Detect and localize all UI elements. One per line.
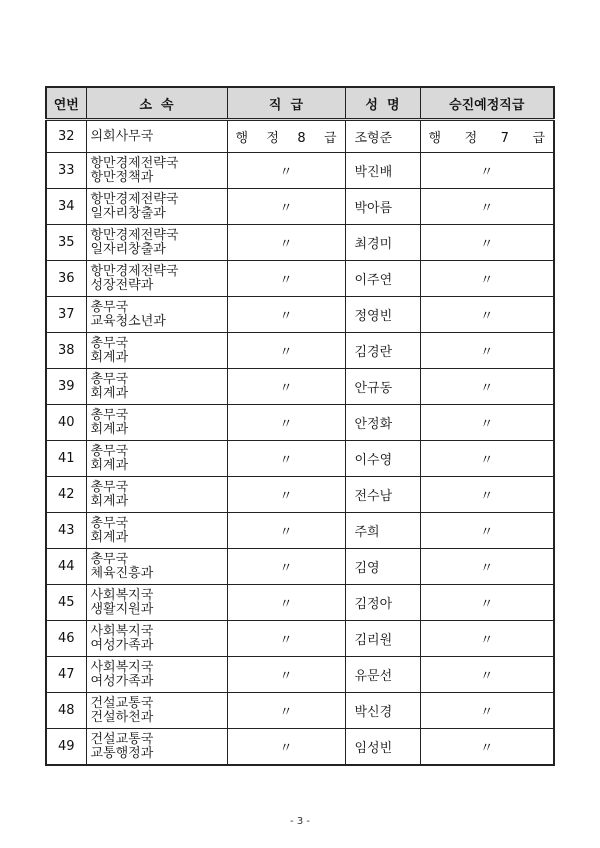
person-name: 전수남: [345, 477, 420, 513]
table-row: [46, 120, 554, 153]
row-number: 44: [46, 549, 86, 585]
current-grade: 〃: [227, 189, 345, 225]
department-bureau: 총무국: [90, 407, 129, 423]
promotion-grade: 행 정 7 급: [420, 120, 554, 153]
current-grade: 〃: [227, 297, 345, 333]
department-bureau: 사회복지국: [90, 587, 154, 603]
promotion-grade: 〃: [420, 441, 554, 477]
department-bureau: 항만경제전략국: [90, 155, 179, 171]
current-grade: 〃: [227, 513, 345, 549]
promotion-grade: 〃: [420, 261, 554, 297]
table-row: [46, 693, 554, 729]
header-promo-grade: 승진예정직급: [420, 87, 554, 120]
current-grade: 〃: [227, 225, 345, 261]
person-name: 이수영: [345, 441, 420, 477]
row-number: 47: [46, 657, 86, 693]
department-division: 교통행정과: [90, 745, 154, 761]
promotion-grade: 〃: [420, 333, 554, 369]
current-grade: 〃: [227, 657, 345, 693]
header-no: 연번: [46, 87, 86, 120]
department-bureau: 건설교통국: [90, 731, 154, 747]
promotion-grade: 〃: [420, 369, 554, 405]
person-name: 임성빈: [345, 729, 420, 766]
header-row: [46, 87, 554, 120]
row-number: 38: [46, 333, 86, 369]
person-name: 김경란: [345, 333, 420, 369]
current-grade: 〃: [227, 441, 345, 477]
department-cell: [86, 297, 227, 333]
department-cell: [86, 693, 227, 729]
department-division: 일자리창출과: [90, 241, 166, 257]
current-grade: 〃: [227, 369, 345, 405]
department-division: 성장전략과: [90, 277, 154, 293]
table-row: [46, 513, 554, 549]
department-cell: [86, 261, 227, 297]
promotion-grade: 〃: [420, 657, 554, 693]
department-division: 회계과: [90, 529, 129, 545]
person-name: 조형준: [345, 120, 420, 153]
row-number: 34: [46, 189, 86, 225]
department-cell: [86, 585, 227, 621]
row-number: 42: [46, 477, 86, 513]
row-number: 43: [46, 513, 86, 549]
department-bureau: 항만경제전략국: [90, 191, 179, 207]
department-division: 건설하천과: [90, 709, 154, 725]
person-name: 김영: [345, 549, 420, 585]
current-grade: 〃: [227, 693, 345, 729]
department-cell: [86, 513, 227, 549]
department-cell: [86, 189, 227, 225]
promotion-grade: 〃: [420, 189, 554, 225]
table-row: [46, 297, 554, 333]
department-division: 일자리창출과: [90, 205, 166, 221]
table-row: [46, 621, 554, 657]
promotion-grade: 〃: [420, 549, 554, 585]
department-bureau: 건설교통국: [90, 695, 154, 711]
department-bureau: 총무국: [90, 551, 129, 567]
department-division: 교육청소년과: [90, 313, 166, 329]
current-grade: 〃: [227, 153, 345, 189]
table-row: [46, 477, 554, 513]
department-bureau: 사회복지국: [90, 659, 154, 675]
current-grade: 〃: [227, 333, 345, 369]
table-row: [46, 369, 554, 405]
department-bureau: 총무국: [90, 479, 129, 495]
person-name: 유문선: [345, 657, 420, 693]
department-division: 회계과: [90, 457, 129, 473]
table-row: [46, 189, 554, 225]
row-number: 36: [46, 261, 86, 297]
current-grade: 〃: [227, 729, 345, 766]
table-row: [46, 657, 554, 693]
row-number: 35: [46, 225, 86, 261]
department-cell: [86, 657, 227, 693]
current-grade: 〃: [227, 549, 345, 585]
table-row: [46, 585, 554, 621]
department-bureau: 의회사무국: [90, 128, 154, 144]
row-number: 49: [46, 729, 86, 766]
row-number: 39: [46, 369, 86, 405]
department-division: 회계과: [90, 421, 129, 437]
person-name: 김리원: [345, 621, 420, 657]
promotion-grade: 〃: [420, 405, 554, 441]
row-number: 45: [46, 585, 86, 621]
current-grade: 〃: [227, 261, 345, 297]
person-name: 박아름: [345, 189, 420, 225]
department-division: 체육진흥과: [90, 565, 154, 581]
row-number: 32: [46, 120, 86, 153]
department-bureau: 총무국: [90, 443, 129, 459]
department-cell: [86, 225, 227, 261]
promotion-grade: 〃: [420, 477, 554, 513]
department-cell: [86, 153, 227, 189]
department-cell: [86, 477, 227, 513]
row-number: 33: [46, 153, 86, 189]
department-division: 여성가족과: [90, 673, 154, 689]
department-bureau: 총무국: [90, 515, 129, 531]
department-cell: [86, 621, 227, 657]
header-name: 성 명: [345, 87, 420, 120]
department-division: 여성가족과: [90, 637, 154, 653]
table-row: [46, 225, 554, 261]
row-number: 41: [46, 441, 86, 477]
department-bureau: 총무국: [90, 335, 129, 351]
promotion-roster-table: [45, 86, 555, 766]
row-number: 40: [46, 405, 86, 441]
person-name: 안규동: [345, 369, 420, 405]
table-row: [46, 549, 554, 585]
department-bureau: 항만경제전략국: [90, 263, 179, 279]
current-grade: 〃: [227, 405, 345, 441]
promotion-grade: 〃: [420, 513, 554, 549]
department-cell: [86, 549, 227, 585]
person-name: 이주연: [345, 261, 420, 297]
department-division: 회계과: [90, 349, 129, 365]
department-bureau: 총무국: [90, 371, 129, 387]
department-bureau: 항만경제전략국: [90, 227, 179, 243]
promotion-grade: 〃: [420, 729, 554, 766]
table-row: [46, 729, 554, 766]
department-cell: [86, 441, 227, 477]
promotion-grade: 〃: [420, 153, 554, 189]
row-number: 48: [46, 693, 86, 729]
table-row: [46, 153, 554, 189]
table-row: [46, 261, 554, 297]
promotion-grade: 〃: [420, 693, 554, 729]
department-cell: [86, 369, 227, 405]
person-name: 최경미: [345, 225, 420, 261]
promotion-grade: 〃: [420, 297, 554, 333]
header-dept: 소 속: [86, 87, 227, 120]
current-grade: 〃: [227, 477, 345, 513]
person-name: 정영빈: [345, 297, 420, 333]
department-cell: [86, 120, 227, 153]
current-grade: 〃: [227, 621, 345, 657]
department-division: 회계과: [90, 493, 129, 509]
header-grade: 직 급: [227, 87, 345, 120]
row-number: 37: [46, 297, 86, 333]
promotion-grade: 〃: [420, 585, 554, 621]
person-name: 안정화: [345, 405, 420, 441]
promotion-grade: 〃: [420, 621, 554, 657]
row-number: 46: [46, 621, 86, 657]
department-bureau: 사회복지국: [90, 623, 154, 639]
promotion-grade: 〃: [420, 225, 554, 261]
department-division: 항만정책과: [90, 169, 154, 185]
table-row: [46, 405, 554, 441]
department-cell: [86, 405, 227, 441]
person-name: 주희: [345, 513, 420, 549]
department-bureau: 총무국: [90, 299, 129, 315]
person-name: 김정아: [345, 585, 420, 621]
table-row: [46, 441, 554, 477]
page-number: - 3 -: [290, 816, 310, 827]
current-grade: 행 정 8 급: [227, 120, 345, 153]
department-cell: [86, 729, 227, 766]
person-name: 박신경: [345, 693, 420, 729]
department-cell: [86, 333, 227, 369]
current-grade: 〃: [227, 585, 345, 621]
table-row: [46, 333, 554, 369]
department-division: 회계과: [90, 385, 129, 401]
department-division: 생활지원과: [90, 601, 154, 617]
person-name: 박진배: [345, 153, 420, 189]
